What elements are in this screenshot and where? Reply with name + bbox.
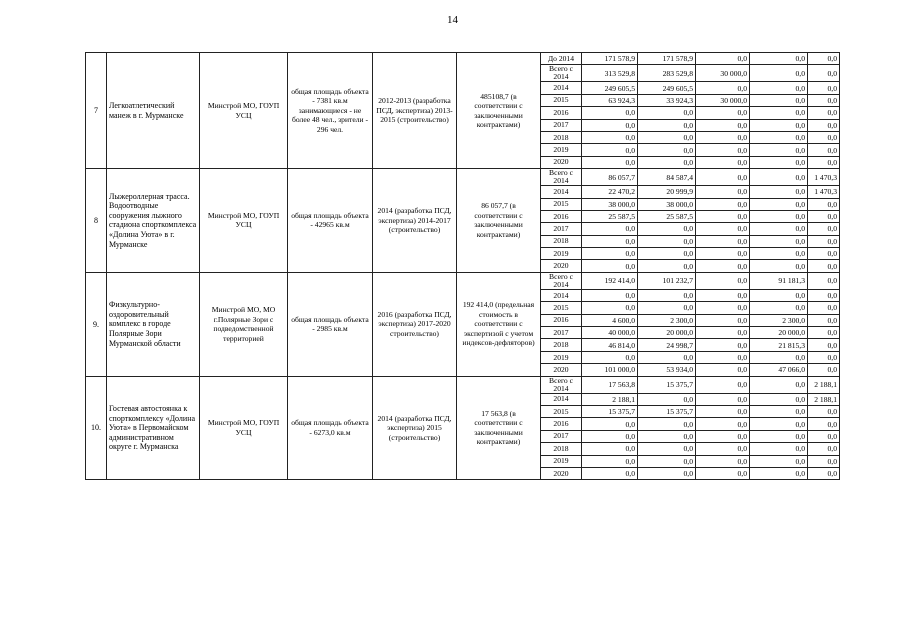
amount-cell: 0,0	[638, 248, 696, 260]
amount-cell: 30 000,0	[696, 94, 750, 106]
amount-cell: 0,0	[808, 364, 840, 376]
table-row	[86, 169, 840, 186]
amount-cell: 0,0	[750, 94, 808, 106]
amount-cell: 0,0	[582, 223, 638, 235]
amount-cell: 0,0	[808, 430, 840, 442]
amount-cell: 0,0	[808, 405, 840, 417]
year-cell: 2019	[541, 351, 582, 363]
amount-cell: 0,0	[750, 351, 808, 363]
year-cell: 2018	[541, 131, 582, 143]
amount-cell: 0,0	[582, 418, 638, 430]
amount-cell: 0,0	[582, 107, 638, 119]
amount-cell: 2 188,1	[582, 393, 638, 405]
amount-cell: 1 470,3	[808, 169, 840, 186]
amount-cell: 0,0	[808, 302, 840, 314]
amount-cell: 0,0	[638, 430, 696, 442]
amount-cell: 0,0	[638, 393, 696, 405]
year-cell: 2014	[541, 82, 582, 94]
year-cell: Всего с 2014	[541, 65, 582, 82]
object-number: 10.	[86, 376, 107, 480]
amount-cell: 0,0	[696, 53, 750, 65]
page-number: 14	[447, 14, 458, 26]
amount-cell: 38 000,0	[582, 198, 638, 210]
amount-cell: 0,0	[582, 131, 638, 143]
amount-cell: 0,0	[750, 235, 808, 247]
amount-cell: 0,0	[696, 455, 750, 467]
year-cell: 2018	[541, 339, 582, 351]
year-cell: 2020	[541, 156, 582, 168]
amount-cell: 46 814,0	[582, 339, 638, 351]
amount-cell: 0,0	[582, 119, 638, 131]
amount-cell: 0,0	[750, 210, 808, 222]
amount-cell: 20 000,0	[638, 327, 696, 339]
amount-cell: 0,0	[638, 156, 696, 168]
year-cell: 2020	[541, 260, 582, 272]
year-cell: 2017	[541, 327, 582, 339]
amount-cell: 0,0	[696, 119, 750, 131]
estimated-cost: 86 057,7 (в соответствии с заключенными контрактами)	[457, 169, 541, 273]
amount-cell: 0,0	[750, 186, 808, 198]
amount-cell: 0,0	[696, 351, 750, 363]
year-cell: 2016	[541, 314, 582, 326]
amount-cell: 0,0	[582, 467, 638, 479]
amount-cell: 0,0	[638, 144, 696, 156]
amount-cell: 0,0	[638, 235, 696, 247]
amount-cell: 25 587,5	[638, 210, 696, 222]
investment-table	[85, 52, 840, 480]
amount-cell: 0,0	[638, 418, 696, 430]
amount-cell: 0,0	[750, 405, 808, 417]
object-capacity: общая площадь объекта - 6273,0 кв.м	[288, 376, 373, 480]
amount-cell: 0,0	[696, 405, 750, 417]
year-cell: 2015	[541, 198, 582, 210]
amount-cell: 101 000,0	[582, 364, 638, 376]
amount-cell: 0,0	[750, 169, 808, 186]
amount-cell: 171 578,9	[638, 53, 696, 65]
amount-cell: 0,0	[582, 144, 638, 156]
year-cell: 2020	[541, 364, 582, 376]
object-name: Гостевая автостоянка к спорткомплексу «Долина Уюта» в Первомайском административном округе г. Мурманска	[107, 376, 200, 480]
amount-cell: 0,0	[696, 467, 750, 479]
amount-cell: 0,0	[638, 131, 696, 143]
amount-cell: 0,0	[696, 260, 750, 272]
year-cell: 2016	[541, 210, 582, 222]
year-cell: 2017	[541, 430, 582, 442]
amount-cell: 0,0	[696, 131, 750, 143]
amount-cell: 0,0	[808, 94, 840, 106]
amount-cell: 0,0	[750, 156, 808, 168]
implementation-term: 2014 (разработка ПСД, экспертиза) 2014-2017 (строительство)	[373, 169, 457, 273]
amount-cell: 0,0	[582, 235, 638, 247]
amount-cell: 0,0	[638, 443, 696, 455]
amount-cell: 0,0	[750, 65, 808, 82]
table-row	[86, 53, 840, 65]
year-cell: Всего с 2014	[541, 376, 582, 393]
amount-cell: 0,0	[638, 455, 696, 467]
implementation-term: 2014 (разработка ПСД, экспертиза) 2015 (строительство)	[373, 376, 457, 480]
amount-cell: 0,0	[696, 376, 750, 393]
amount-cell: 0,0	[696, 364, 750, 376]
object-number: 7	[86, 53, 107, 169]
amount-cell: 0,0	[638, 302, 696, 314]
amount-cell: 0,0	[808, 53, 840, 65]
amount-cell: 0,0	[808, 327, 840, 339]
amount-cell: 0,0	[750, 107, 808, 119]
amount-cell: 15 375,7	[582, 405, 638, 417]
amount-cell: 0,0	[750, 119, 808, 131]
amount-cell: 0,0	[808, 131, 840, 143]
amount-cell: 0,0	[696, 156, 750, 168]
amount-cell: 0,0	[808, 272, 840, 289]
year-cell: 2018	[541, 443, 582, 455]
amount-cell: 0,0	[582, 248, 638, 260]
amount-cell: 0,0	[696, 169, 750, 186]
amount-cell: 0,0	[696, 314, 750, 326]
executor: Минстрой МО, ГОУП УСЦ	[200, 169, 288, 273]
amount-cell: 0,0	[696, 186, 750, 198]
amount-cell: 101 232,7	[638, 272, 696, 289]
amount-cell: 0,0	[750, 376, 808, 393]
year-cell: 2016	[541, 107, 582, 119]
amount-cell: 0,0	[750, 467, 808, 479]
amount-cell: 0,0	[750, 198, 808, 210]
amount-cell: 0,0	[808, 65, 840, 82]
amount-cell: 0,0	[750, 430, 808, 442]
year-cell: 2019	[541, 455, 582, 467]
amount-cell: 0,0	[808, 210, 840, 222]
amount-cell: 0,0	[696, 327, 750, 339]
amount-cell: 20 000,0	[750, 327, 808, 339]
amount-cell: 283 529,8	[638, 65, 696, 82]
amount-cell: 0,0	[750, 289, 808, 301]
year-cell: 2019	[541, 248, 582, 260]
amount-cell: 0,0	[750, 260, 808, 272]
amount-cell: 0,0	[582, 289, 638, 301]
amount-cell: 91 181,3	[750, 272, 808, 289]
amount-cell: 15 375,7	[638, 405, 696, 417]
object-name: Лыжероллерная трасса. Водоотводные сооружения лыжного стадиона спорткомплекса «Долина Уюта» в г. Мурманске	[107, 169, 200, 273]
year-cell: Всего с 2014	[541, 169, 582, 186]
amount-cell: 17 563,8	[582, 376, 638, 393]
year-cell: 2016	[541, 418, 582, 430]
year-cell: 2018	[541, 235, 582, 247]
amount-cell: 0,0	[638, 289, 696, 301]
amount-cell: 0,0	[582, 156, 638, 168]
amount-cell: 0,0	[808, 144, 840, 156]
amount-cell: 0,0	[696, 198, 750, 210]
object-capacity: общая площадь объекта - 42965 кв.м	[288, 169, 373, 273]
amount-cell: 0,0	[808, 314, 840, 326]
year-cell: 2014	[541, 186, 582, 198]
amount-cell: 0,0	[750, 393, 808, 405]
amount-cell: 47 066,0	[750, 364, 808, 376]
amount-cell: 249 605,5	[638, 82, 696, 94]
amount-cell: 0,0	[750, 144, 808, 156]
implementation-term: 2016 (разработка ПСД, экспертиза) 2017-2020 строительство)	[373, 272, 457, 376]
amount-cell: 313 529,8	[582, 65, 638, 82]
amount-cell: 0,0	[808, 198, 840, 210]
amount-cell: 0,0	[696, 289, 750, 301]
amount-cell: 38 000,0	[638, 198, 696, 210]
amount-cell: 0,0	[696, 223, 750, 235]
implementation-term: 2012-2013 (разработка ПСД, экспертиза) 2013-2015 (строительство)	[373, 53, 457, 169]
amount-cell: 0,0	[808, 107, 840, 119]
year-cell: 2015	[541, 302, 582, 314]
amount-cell: 0,0	[696, 393, 750, 405]
amount-cell: 0,0	[638, 467, 696, 479]
amount-cell: 0,0	[582, 455, 638, 467]
amount-cell: 0,0	[696, 443, 750, 455]
amount-cell: 0,0	[696, 82, 750, 94]
amount-cell: 63 924,3	[582, 94, 638, 106]
table-row	[86, 376, 840, 393]
amount-cell: 0,0	[750, 248, 808, 260]
object-number: 8	[86, 169, 107, 273]
amount-cell: 2 300,0	[638, 314, 696, 326]
amount-cell: 0,0	[750, 455, 808, 467]
amount-cell: 0,0	[582, 443, 638, 455]
amount-cell: 0,0	[696, 210, 750, 222]
amount-cell: 0,0	[750, 82, 808, 94]
amount-cell: 0,0	[750, 223, 808, 235]
amount-cell: 24 998,7	[638, 339, 696, 351]
amount-cell: 4 600,0	[582, 314, 638, 326]
amount-cell: 0,0	[808, 351, 840, 363]
object-name: Легкоатлетический манеж в г. Мурманске	[107, 53, 200, 169]
year-cell: 2015	[541, 405, 582, 417]
amount-cell: 33 924,3	[638, 94, 696, 106]
amount-cell: 0,0	[696, 248, 750, 260]
amount-cell: 22 470,2	[582, 186, 638, 198]
amount-cell: 0,0	[750, 443, 808, 455]
executor: Минстрой МО, МО г.Полярные Зори с подведомственной территорией	[200, 272, 288, 376]
amount-cell: 2 188,1	[808, 376, 840, 393]
amount-cell: 0,0	[750, 302, 808, 314]
executor: Минстрой МО, ГОУП УСЦ	[200, 53, 288, 169]
amount-cell: 0,0	[696, 302, 750, 314]
amount-cell: 86 057,7	[582, 169, 638, 186]
amount-cell: 0,0	[808, 235, 840, 247]
amount-cell: 0,0	[808, 418, 840, 430]
amount-cell: 249 605,5	[582, 82, 638, 94]
amount-cell: 2 188,1	[808, 393, 840, 405]
amount-cell: 0,0	[582, 302, 638, 314]
object-capacity: общая площадь объекта - 2985 кв.м	[288, 272, 373, 376]
amount-cell: 1 470,3	[808, 186, 840, 198]
amount-cell: 0,0	[696, 235, 750, 247]
amount-cell: 0,0	[808, 467, 840, 479]
amount-cell: 0,0	[808, 119, 840, 131]
amount-cell: 21 815,3	[750, 339, 808, 351]
amount-cell: 84 587,4	[638, 169, 696, 186]
amount-cell: 0,0	[696, 144, 750, 156]
amount-cell: 0,0	[638, 119, 696, 131]
amount-cell: 0,0	[696, 107, 750, 119]
estimated-cost: 192 414,0 (предельная стоимость в соответствии с экспертизой с учетом индексов-дефляторов)	[457, 272, 541, 376]
table-body	[86, 53, 840, 480]
amount-cell: 0,0	[638, 351, 696, 363]
year-cell: 2014	[541, 289, 582, 301]
year-cell: 2017	[541, 223, 582, 235]
object-capacity: общая площадь объекта - 7381 кв.м занимающиеся - не более 48 чел., зрители - 296 чел.	[288, 53, 373, 169]
object-number: 9.	[86, 272, 107, 376]
amount-cell: 0,0	[638, 260, 696, 272]
amount-cell: 0,0	[808, 339, 840, 351]
year-cell: 2014	[541, 393, 582, 405]
amount-cell: 0,0	[638, 107, 696, 119]
amount-cell: 15 375,7	[638, 376, 696, 393]
year-cell: 2015	[541, 94, 582, 106]
amount-cell: 40 000,0	[582, 327, 638, 339]
amount-cell: 0,0	[808, 82, 840, 94]
estimated-cost: 485108,7 (в соответствии с заключенными контрактами)	[457, 53, 541, 169]
year-cell: 2019	[541, 144, 582, 156]
year-cell: Всего с 2014	[541, 272, 582, 289]
amount-cell: 53 934,0	[638, 364, 696, 376]
amount-cell: 2 300,0	[750, 314, 808, 326]
amount-cell: 20 999,9	[638, 186, 696, 198]
amount-cell: 0,0	[582, 430, 638, 442]
amount-cell: 0,0	[582, 260, 638, 272]
amount-cell: 0,0	[750, 53, 808, 65]
table-row	[86, 272, 840, 289]
amount-cell: 0,0	[750, 418, 808, 430]
estimated-cost: 17 563,8 (в соответствии с заключенными контрактами)	[457, 376, 541, 480]
amount-cell: 0,0	[696, 272, 750, 289]
amount-cell: 0,0	[808, 260, 840, 272]
year-cell: До 2014	[541, 53, 582, 65]
amount-cell: 0,0	[808, 289, 840, 301]
amount-cell: 30 000,0	[696, 65, 750, 82]
amount-cell: 0,0	[696, 418, 750, 430]
year-cell: 2020	[541, 467, 582, 479]
amount-cell: 0,0	[808, 443, 840, 455]
amount-cell: 0,0	[696, 339, 750, 351]
executor: Минстрой МО, ГОУП УСЦ	[200, 376, 288, 480]
amount-cell: 0,0	[808, 455, 840, 467]
amount-cell: 0,0	[696, 430, 750, 442]
year-cell: 2017	[541, 119, 582, 131]
amount-cell: 0,0	[808, 223, 840, 235]
object-name: Физкультурно-оздоровительный комплекс в городе Полярные Зори Мурманской области	[107, 272, 200, 376]
amount-cell: 192 414,0	[582, 272, 638, 289]
amount-cell: 0,0	[582, 351, 638, 363]
amount-cell: 171 578,9	[582, 53, 638, 65]
amount-cell: 0,0	[808, 156, 840, 168]
amount-cell: 0,0	[808, 248, 840, 260]
amount-cell: 0,0	[638, 223, 696, 235]
amount-cell: 0,0	[750, 131, 808, 143]
amount-cell: 25 587,5	[582, 210, 638, 222]
